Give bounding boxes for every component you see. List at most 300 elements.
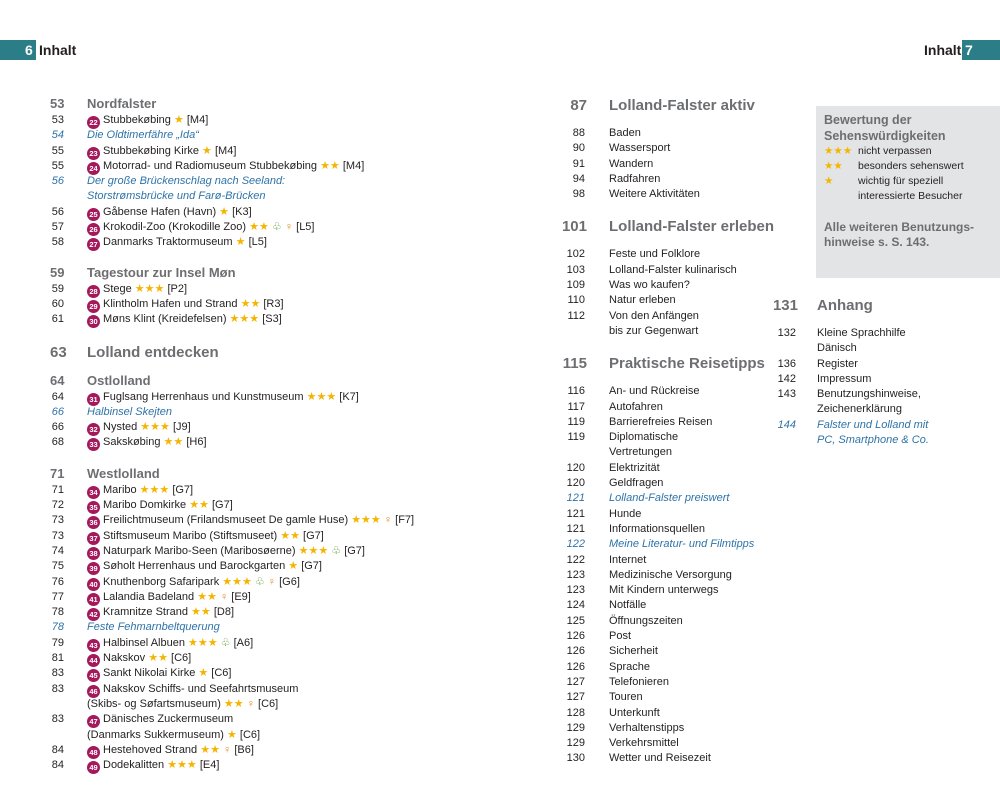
sight-number-badge: 38 — [87, 547, 100, 560]
toc-entry-label: Radfahren — [609, 172, 661, 185]
toc-entry-row[interactable] — [560, 553, 780, 568]
map-grid-reference: [R3] — [260, 297, 284, 310]
toc-page-number: 102 — [566, 248, 585, 261]
sight-number-badge: 44 — [87, 654, 100, 667]
section-label: Nordfalster — [87, 96, 157, 111]
star-rating-icon: ★★★ — [137, 421, 170, 434]
star-rating-icon: ★ — [170, 114, 184, 126]
map-grid-reference: [P2] — [164, 282, 188, 295]
toc-page-number: 130 — [566, 752, 585, 765]
toc-entry-row[interactable] — [50, 435, 450, 450]
toc-section-title[interactable] — [50, 372, 450, 390]
toc-entry-row[interactable] — [50, 544, 450, 559]
toc-page-number: 128 — [566, 706, 585, 719]
star-rating-icon: ★★★ — [136, 483, 170, 496]
toc-entry-label: Hunde — [609, 507, 642, 520]
toc-entry-row[interactable] — [50, 666, 450, 681]
toc-entry-row[interactable] — [50, 113, 450, 128]
toc-entry-row[interactable] — [50, 712, 450, 727]
kids-icon: ♀ — [243, 697, 255, 710]
toc-entry-row[interactable] — [560, 721, 780, 736]
toc-entry-label: Stubbekøbing Kirke — [103, 144, 199, 157]
map-grid-reference: [K3] — [229, 205, 252, 218]
toc-page-number: 81 — [51, 652, 64, 665]
toc-entry-row[interactable] — [560, 644, 780, 659]
toc-entry-row[interactable] — [50, 697, 450, 712]
map-grid-reference: [C6] — [236, 728, 261, 741]
star-rating-icon: ★★ — [145, 652, 168, 665]
star-rating-icon: ★★ — [194, 590, 217, 603]
toc-page-number: 56 — [51, 205, 64, 218]
chapter-label: Lolland-Falster aktiv — [609, 97, 755, 114]
toc-entry-row[interactable] — [560, 461, 780, 476]
star-rating-icon: ★★ — [186, 499, 209, 512]
toc-entry-text — [87, 590, 251, 606]
toc-entry-row[interactable] — [560, 141, 780, 156]
toc-page-number: 59 — [50, 264, 65, 280]
right-page-title: Inhalt — [924, 42, 962, 58]
toc-page-number: 98 — [572, 188, 585, 201]
left-page-number: 6 — [25, 42, 33, 58]
toc-entry-row[interactable] — [560, 384, 780, 399]
toc-entry-row[interactable] — [560, 736, 780, 751]
toc-entry-row[interactable] — [770, 402, 990, 417]
toc-entry-text — [87, 297, 284, 313]
toc-entry-label: (Danmarks Sukkermuseum) — [87, 728, 224, 741]
kids-icon: ♀ — [219, 743, 232, 756]
chapter-label: Praktische Reisetipps — [609, 355, 765, 373]
toc-entry-label: Verhaltenstipps — [609, 721, 685, 734]
star-rating-icon: ★ — [285, 560, 299, 573]
toc-page-number: 124 — [566, 599, 585, 612]
star-rating-icon: ★★ — [277, 529, 300, 542]
toc-page-number: 77 — [51, 590, 64, 603]
toc-entry-row[interactable] — [560, 445, 780, 460]
toc-page-number: 74 — [51, 544, 64, 557]
toc-entry-row[interactable] — [560, 522, 780, 537]
toc-entry-label: Nakskov Schiffs- und Seefahrtsmuseum — [103, 682, 299, 695]
toc-entry-label: Medizinische Versorgung — [609, 568, 732, 581]
toc-entry-text — [87, 575, 300, 591]
toc-entry-row[interactable] — [560, 675, 780, 690]
toc-entry-row[interactable] — [50, 728, 450, 743]
star-rating-icon: ★★ — [197, 743, 220, 756]
toc-entry-label: Verkehrsmittel — [609, 737, 679, 750]
toc-page-number: 75 — [51, 560, 64, 573]
toc-entry-row[interactable] — [50, 758, 450, 773]
toc-entry-row[interactable] — [560, 247, 780, 262]
map-grid-reference: [S3] — [259, 313, 282, 326]
toc-entry-label: Benutzungshinweise, — [817, 388, 921, 401]
toc-entry-label: Hestehoved Strand — [103, 743, 198, 756]
toc-entry-text — [87, 220, 314, 236]
toc-chapter-title[interactable] — [560, 95, 780, 117]
toc-page-number: 119 — [567, 431, 585, 444]
toc-entry-label: Was wo kaufen? — [609, 279, 690, 292]
toc-page-number: 143 — [777, 388, 796, 401]
star-rating-icon: ★★★ — [219, 575, 252, 588]
toc-entry-text — [87, 420, 191, 436]
toc-page-number: 115 — [562, 355, 587, 373]
toc-page-number: 53 — [50, 96, 65, 111]
toc-entry-text — [87, 189, 266, 204]
toc-entry-row[interactable] — [560, 614, 780, 629]
toc-entry-row[interactable] — [560, 507, 780, 522]
toc-entry-row[interactable] — [560, 157, 780, 172]
toc-entry-label: Nakskov — [103, 652, 146, 665]
toc-page-number: 123 — [566, 584, 585, 597]
toc-page-number: 60 — [51, 297, 64, 310]
toc-entry-text — [87, 636, 253, 652]
toc-page-number: 121 — [566, 507, 585, 520]
toc-entry-row[interactable] — [560, 430, 780, 445]
toc-entry-text — [87, 620, 220, 635]
toc-page-number: 101 — [561, 218, 587, 236]
toc-entry-label: Informationsquellen — [609, 522, 706, 535]
toc-page-number: 61 — [51, 313, 64, 326]
toc-entry-row[interactable] — [50, 529, 450, 544]
toc-entry-label: Unterkunft — [609, 706, 660, 719]
map-grid-reference: [J9] — [169, 421, 191, 434]
toc-entry-row[interactable] — [560, 476, 780, 491]
toc-chapter-title[interactable] — [770, 295, 990, 317]
toc-entry-text — [87, 235, 267, 251]
toc-entry-label: Sprache — [609, 660, 650, 673]
map-grid-reference: [M4] — [211, 144, 237, 157]
toc-entry-text — [87, 128, 199, 143]
toc-entry-label: Sicherheit — [609, 645, 658, 658]
star-rating-icon: ★★★ — [131, 282, 165, 295]
toc-page-number: 88 — [572, 127, 585, 139]
toc-entry-label: Motorrad- und Radiomuseum Stubbekøbing — [103, 159, 318, 172]
toc-feature-row[interactable] — [50, 405, 450, 420]
legend-title: Bewertung der Sehenswürdigkeiten — [824, 113, 946, 143]
toc-entry-row[interactable] — [770, 326, 990, 341]
toc-page-number: 66 — [51, 405, 64, 418]
toc-entry-text — [87, 544, 365, 560]
toc-entry-label: Stiftsmuseum Maribo (Stiftsmuseet) — [103, 529, 278, 542]
toc-entry-label: PC, Smartphone & Co. — [817, 434, 929, 447]
toc-page-number: 132 — [777, 327, 796, 339]
toc-entry-row[interactable] — [50, 420, 450, 435]
toc-entry-label: Maribo Domkirke — [103, 499, 187, 512]
toc-entry-row[interactable] — [50, 483, 450, 498]
star-rating-icon: ★★ — [317, 159, 340, 172]
toc-entry-row[interactable] — [50, 605, 450, 620]
right-page-number: 7 — [965, 42, 973, 58]
toc-page-number: 121 — [566, 492, 585, 505]
toc-entry-label: Dänisch — [817, 342, 857, 355]
map-grid-reference: [G7] — [300, 529, 324, 542]
toc-entry-row[interactable] — [50, 220, 450, 235]
toc-entry-text — [87, 728, 260, 743]
toc-page-number: 110 — [567, 294, 585, 307]
star-rating-icon: ★★ — [187, 606, 211, 619]
section-label: Tagestour zur Insel Møn — [87, 264, 236, 280]
toc-entry-label: Baden — [609, 127, 641, 139]
toc-page-number: 131 — [772, 297, 798, 314]
toc-entry-row[interactable] — [50, 682, 450, 697]
toc-entry-label: Lalandia Badeland — [103, 590, 195, 603]
toc-entry-label: Telefonieren — [609, 675, 669, 688]
toc-entry-text — [87, 390, 359, 406]
toc-entry-row[interactable] — [50, 159, 450, 174]
toc-entry-text — [87, 513, 414, 529]
toc-entry-label: Kleine Sprachhilfe — [817, 327, 906, 339]
sight-number-badge: 40 — [87, 578, 100, 591]
toc-entry-text — [87, 605, 234, 621]
toc-entry-row[interactable] — [560, 598, 780, 613]
toc-entry-label: Freilichtmuseum (Frilandsmuseet De gamle Huse) — [103, 514, 349, 527]
toc-page-number: 57 — [51, 221, 64, 234]
star-icon: ★ — [824, 175, 834, 187]
chapter-label: Lolland-Falster erleben — [609, 218, 775, 236]
sight-number-badge: 27 — [87, 238, 100, 251]
toc-entry-text — [87, 144, 236, 160]
nature-icon: ♧ — [217, 636, 231, 649]
toc-entry-row[interactable] — [560, 324, 780, 339]
toc-entry-row[interactable] — [560, 293, 780, 308]
toc-entry-label: Natur erleben — [609, 294, 676, 307]
toc-entry-label: Zeichenerklärung — [817, 403, 902, 416]
map-grid-reference: [G7] — [298, 560, 322, 573]
middle-toc-column — [560, 95, 780, 767]
toc-entry-label: Barrierefreies Reisen — [609, 415, 713, 428]
toc-entry-label: Register — [817, 357, 858, 370]
sight-number-badge: 28 — [87, 285, 100, 298]
sight-number-badge: 22 — [87, 116, 100, 129]
toc-entry-row[interactable] — [560, 263, 780, 278]
toc-entry-row[interactable] — [770, 341, 990, 356]
kids-icon: ♀ — [264, 575, 277, 588]
toc-entry-label: Danmarks Traktormuseum — [103, 236, 233, 249]
toc-entry-row[interactable] — [770, 372, 990, 387]
star-rating-icon: ★★ — [237, 297, 261, 310]
toc-page-number: 83 — [51, 682, 64, 695]
star-rating-icon: ★★★ — [184, 636, 218, 649]
toc-entry-row[interactable] — [560, 278, 780, 293]
toc-feature-row[interactable] — [770, 418, 990, 433]
toc-entry-label: Storstrømsbrücke und Farø-Brücken — [87, 190, 266, 203]
toc-entry-label: Mit Kindern unterwegs — [609, 584, 719, 597]
toc-page-number: 91 — [572, 157, 585, 170]
map-grid-reference: [A6] — [230, 636, 254, 649]
sight-number-badge: 29 — [87, 300, 100, 313]
toc-entry-row[interactable] — [50, 559, 450, 574]
toc-entry-row[interactable] — [560, 172, 780, 187]
toc-entry-label: (Skibs- og Søfartsmuseum) — [87, 697, 221, 710]
toc-entry-label: Feste Fehmarnbeltquerung — [87, 621, 220, 634]
toc-entry-label: Notfälle — [609, 599, 647, 612]
toc-entry-text — [87, 113, 208, 129]
toc-entry-label: Diplomatische — [609, 431, 679, 444]
kids-icon: ♀ — [216, 590, 229, 603]
sight-number-badge: 30 — [87, 315, 100, 328]
toc-entry-row[interactable] — [560, 415, 780, 430]
toc-entry-row[interactable] — [560, 706, 780, 721]
toc-page-number: 125 — [566, 614, 585, 627]
toc-entry-row[interactable] — [770, 387, 990, 402]
toc-page-number: 66 — [51, 421, 64, 434]
toc-entry-row[interactable] — [50, 282, 450, 297]
toc-entry-label: Touren — [609, 691, 643, 704]
toc-chapter-title[interactable] — [560, 216, 780, 238]
star-rating-icon: ★★★ — [164, 759, 197, 772]
toc-entry-label: Autofahren — [609, 400, 663, 413]
toc-section-title[interactable] — [50, 264, 450, 282]
legend-note: Alle weiteren Benutzungs-hinweise s. S. 143. — [824, 220, 975, 249]
sight-number-badge: 35 — [87, 501, 100, 514]
toc-page-number: 129 — [566, 737, 585, 750]
toc-entry-label: Lolland-Falster kulinarisch — [609, 263, 737, 276]
toc-page-number: 122 — [566, 553, 585, 566]
sight-number-badge: 41 — [87, 593, 100, 606]
toc-entry-label: Naturpark Maribo-Seen (Maribosøerne) — [103, 544, 296, 557]
toc-entry-text — [87, 651, 191, 667]
toc-entry-row[interactable] — [560, 690, 780, 705]
toc-entry-label: Klintholm Hafen und Strand — [103, 297, 238, 310]
toc-entry-label: Post — [609, 630, 632, 643]
nature-icon: ♧ — [251, 575, 265, 588]
toc-entry-row[interactable] — [50, 235, 450, 250]
toc-entry-label: Lolland-Falster preiswert — [609, 492, 730, 505]
toc-feature-row[interactable] — [50, 128, 450, 143]
toc-entry-row[interactable] — [560, 309, 780, 324]
toc-entry-text — [87, 666, 231, 682]
map-grid-reference: [M4] — [183, 114, 209, 126]
map-grid-reference: [G7] — [208, 499, 233, 512]
toc-page-number: 129 — [566, 721, 585, 734]
toc-entry-row[interactable] — [50, 651, 450, 666]
toc-chapter-title[interactable] — [560, 353, 780, 375]
toc-feature-row[interactable] — [770, 433, 990, 448]
sight-number-badge: 45 — [87, 669, 100, 682]
chapter-label: Anhang — [817, 297, 873, 314]
toc-entry-text — [87, 529, 324, 545]
toc-entry-text — [87, 205, 252, 221]
toc-entry-row[interactable] — [50, 743, 450, 758]
star-rating-icon: ★ — [195, 667, 209, 680]
nature-icon: ♧ — [328, 544, 342, 557]
toc-feature-row[interactable] — [50, 620, 450, 635]
toc-entry-row[interactable] — [50, 297, 450, 312]
toc-entry-text — [87, 682, 298, 698]
map-grid-reference: [E9] — [228, 590, 251, 603]
toc-section-title[interactable] — [50, 465, 450, 483]
sight-number-badge: 39 — [87, 562, 100, 575]
toc-entry-label: Dodekalitten — [103, 759, 165, 772]
map-grid-reference: [G6] — [276, 575, 300, 588]
toc-entry-row[interactable] — [50, 590, 450, 605]
toc-entry-text — [87, 174, 285, 189]
toc-entry-label: Elektrizität — [609, 461, 660, 474]
toc-entry-label: Wandern — [609, 157, 654, 170]
toc-entry-row[interactable] — [50, 636, 450, 651]
toc-entry-row[interactable] — [770, 357, 990, 372]
toc-section-title[interactable] — [50, 95, 450, 113]
toc-page-number: 55 — [51, 159, 64, 172]
toc-page-number: 127 — [566, 691, 585, 704]
toc-entry-text — [87, 559, 322, 575]
toc-entry-label: Sakskøbing — [103, 436, 161, 449]
toc-entry-row[interactable] — [560, 583, 780, 598]
toc-entry-row[interactable] — [560, 660, 780, 675]
sight-number-badge: 48 — [87, 746, 100, 759]
toc-page-number: 144 — [777, 418, 796, 431]
sight-number-badge: 33 — [87, 438, 100, 451]
toc-feature-row[interactable] — [560, 491, 780, 506]
toc-entry-row[interactable] — [560, 400, 780, 415]
toc-entry-label: bis zur Gegenwart — [609, 324, 699, 337]
toc-page-number: 136 — [777, 357, 796, 370]
toc-entry-row[interactable] — [50, 205, 450, 220]
map-grid-reference: [C6] — [254, 697, 279, 710]
toc-entry-label: Sankt Nikolai Kirke — [103, 667, 196, 680]
sight-number-badge: 34 — [87, 486, 100, 499]
toc-page-number: 55 — [51, 144, 64, 157]
toc-entry-label: Krokodil-Zoo (Krokodille Zoo) — [103, 221, 247, 234]
map-grid-reference: [K7] — [336, 390, 359, 403]
toc-chapter-title[interactable] — [50, 342, 450, 364]
map-grid-reference: [L5] — [293, 221, 315, 234]
toc-entry-text — [87, 312, 282, 328]
toc-entry-label: Møns Klint (Kreidefelsen) — [103, 313, 227, 326]
map-grid-reference: [B6] — [231, 743, 254, 756]
map-grid-reference: [D8] — [210, 606, 234, 619]
toc-entry-row[interactable] — [50, 575, 450, 590]
sight-number-badge: 46 — [87, 685, 100, 698]
toc-entry-label: Falster und Lolland mit — [817, 418, 929, 431]
toc-page-number: 142 — [777, 372, 796, 385]
toc-entry-row[interactable] — [560, 568, 780, 583]
toc-page-number: 53 — [51, 114, 64, 126]
toc-page-number: 117 — [567, 400, 585, 413]
toc-entry-row[interactable] — [50, 513, 450, 528]
toc-feature-row[interactable] — [50, 189, 450, 204]
toc-entry-label: Wassersport — [609, 142, 671, 155]
toc-entry-row[interactable] — [50, 144, 450, 159]
sight-number-badge: 42 — [87, 608, 100, 621]
toc-feature-row[interactable] — [560, 537, 780, 552]
toc-page-number: 76 — [51, 575, 64, 588]
star-icon: ★★ — [824, 160, 843, 172]
sight-number-badge: 24 — [87, 162, 100, 175]
toc-page-number: 112 — [567, 309, 585, 322]
sight-number-badge: 37 — [87, 532, 100, 545]
toc-page-number: 58 — [51, 236, 64, 249]
toc-feature-row[interactable] — [50, 174, 450, 189]
toc-page-number: 126 — [566, 660, 585, 673]
toc-entry-row[interactable] — [560, 629, 780, 644]
toc-page-number: 79 — [51, 636, 64, 649]
toc-page-number: 64 — [51, 390, 64, 403]
toc-entry-row[interactable] — [560, 126, 780, 141]
left-page-title: Inhalt — [39, 42, 77, 58]
section-label: Westlolland — [87, 465, 160, 481]
toc-entry-row[interactable] — [560, 187, 780, 202]
toc-entry-row[interactable] — [50, 312, 450, 327]
kids-icon: ♀ — [380, 514, 393, 527]
sight-number-badge: 25 — [87, 208, 100, 221]
toc-page-number: 56 — [51, 175, 64, 188]
toc-entry-text — [87, 712, 233, 728]
toc-page-number: 119 — [567, 415, 585, 428]
toc-entry-row[interactable] — [560, 751, 780, 766]
toc-entry-row[interactable] — [50, 390, 450, 405]
toc-page-number: 73 — [51, 529, 64, 542]
star-icon: ★★★ — [824, 145, 853, 157]
toc-entry-row[interactable] — [50, 498, 450, 513]
